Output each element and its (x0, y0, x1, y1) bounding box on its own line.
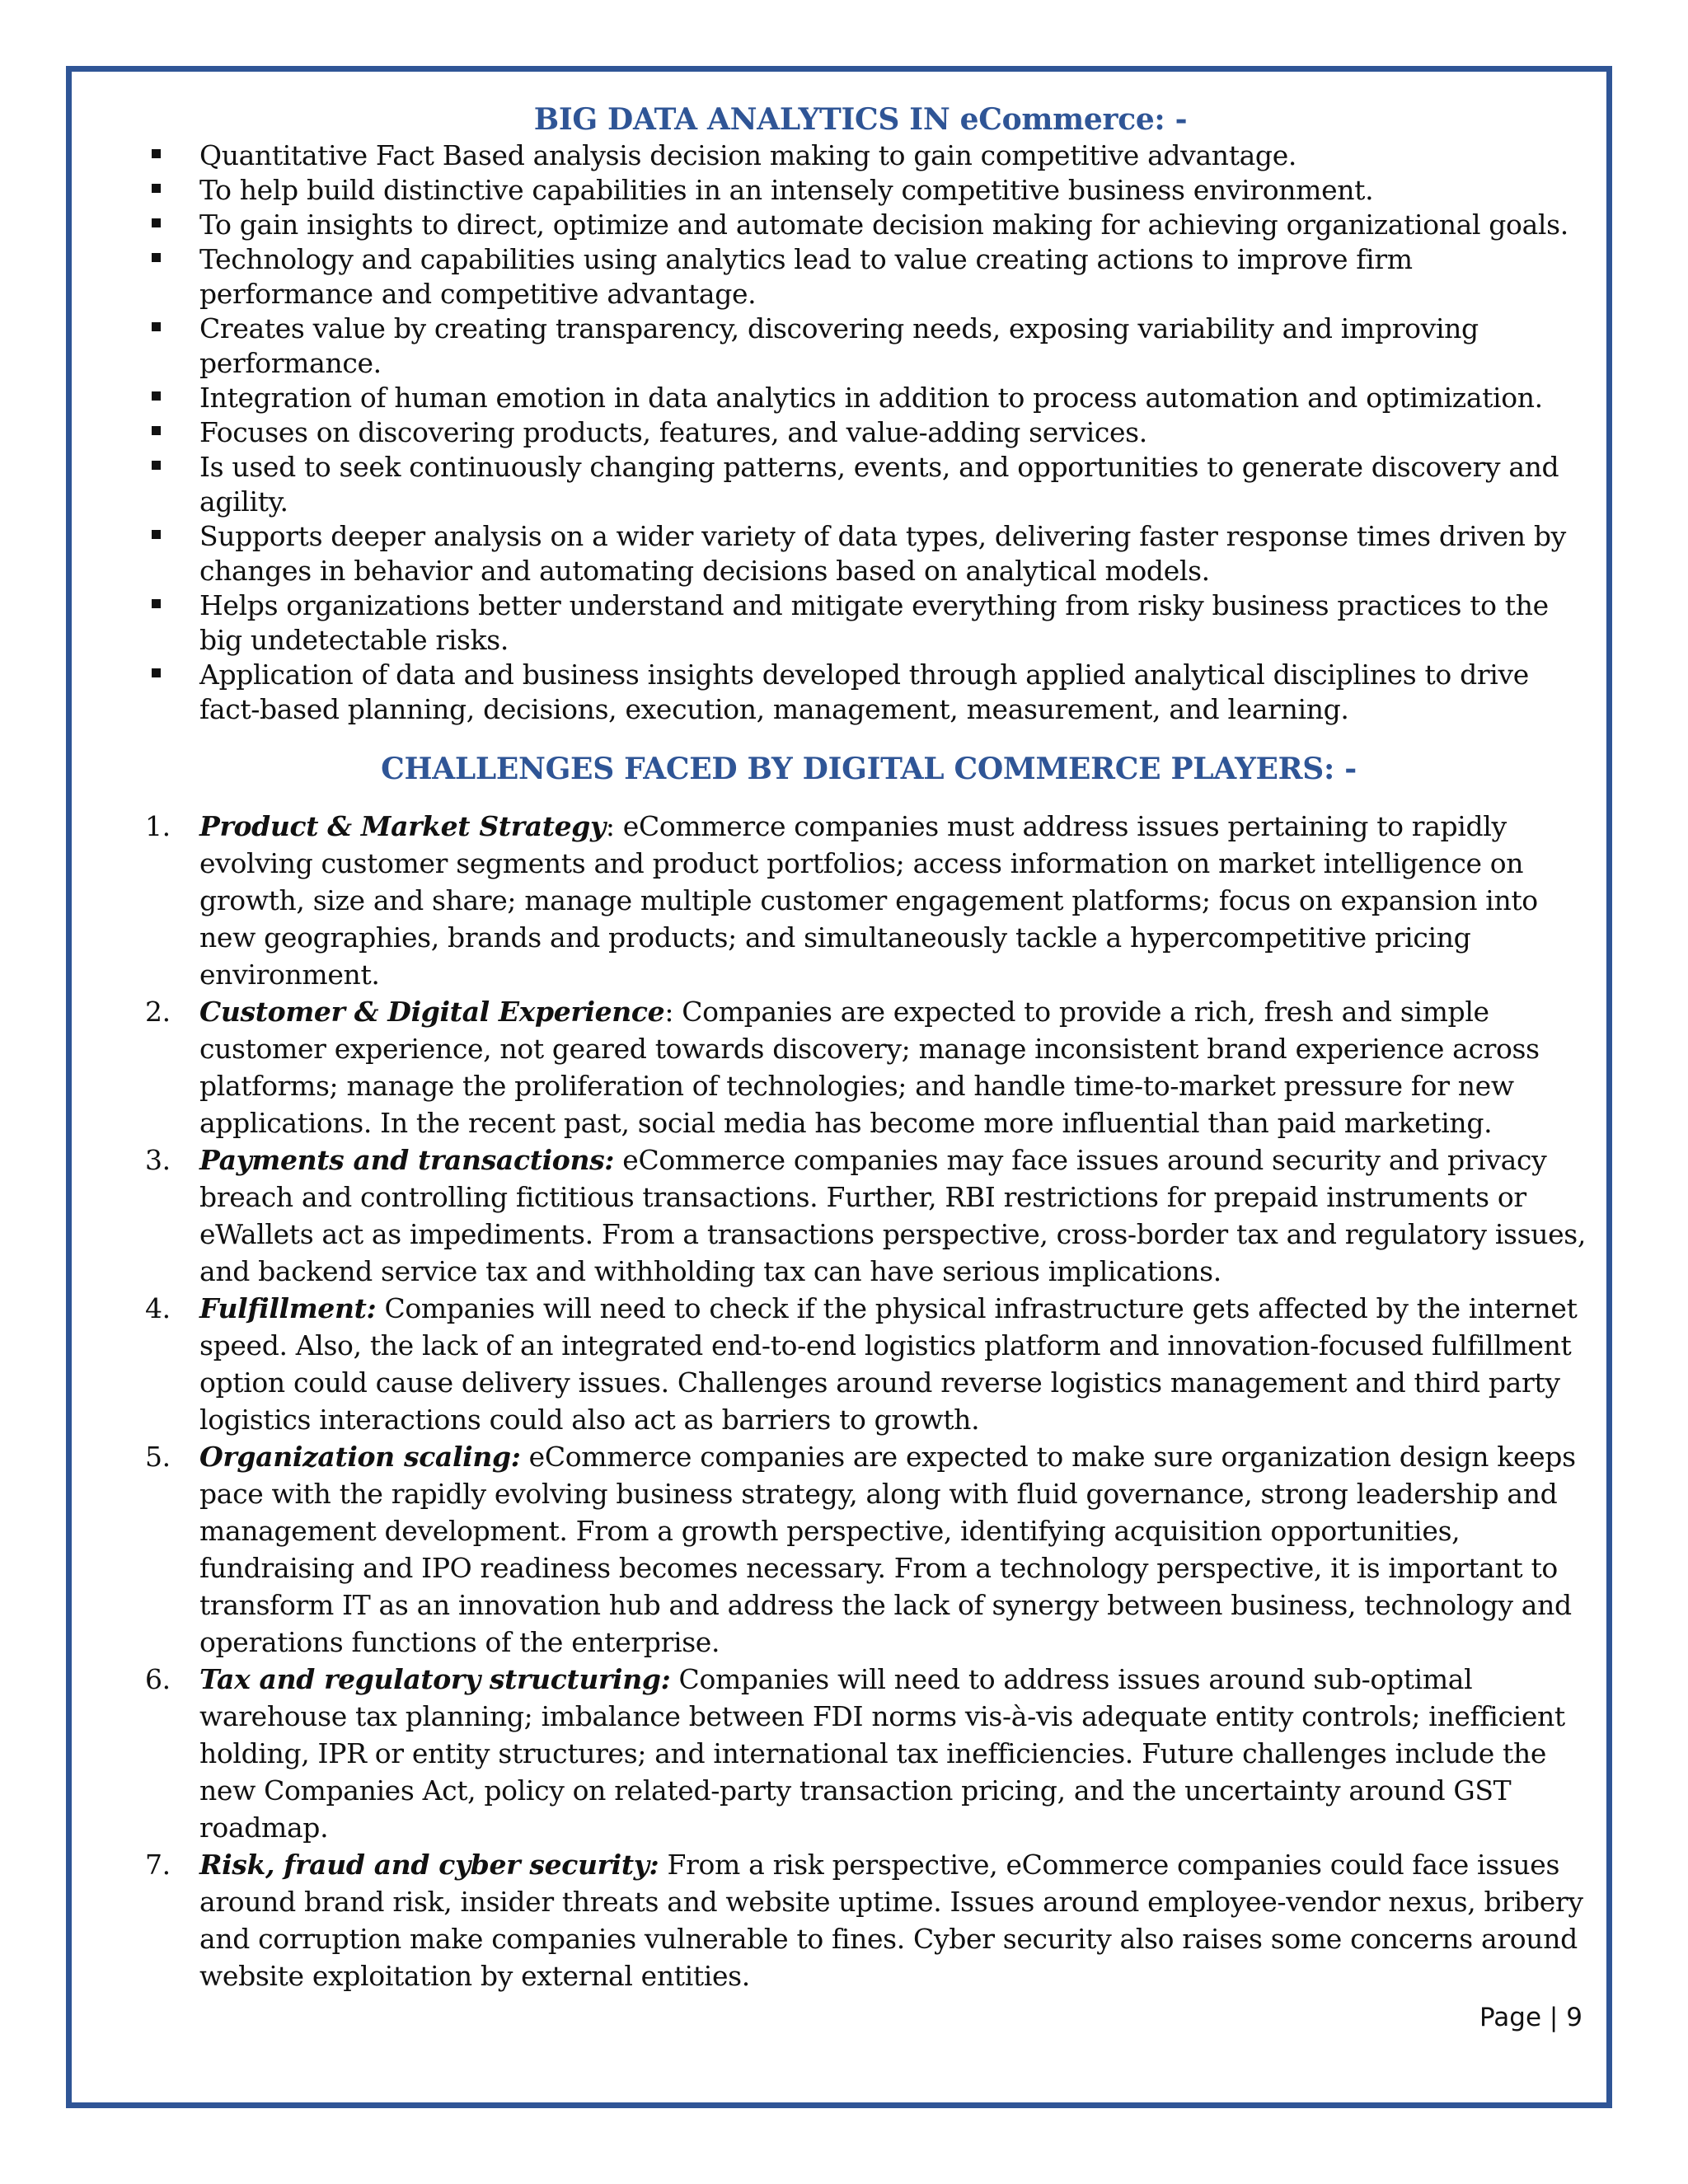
square-bullet-icon (152, 253, 161, 262)
list-number: 6. (145, 1663, 171, 1695)
big-data-bullet-list (145, 138, 1592, 727)
list-number: 3. (145, 1144, 171, 1176)
challenge-item (145, 1141, 1592, 1290)
challenge-text: : eCommerce companies must address issues pertaining to rapidly evolving customer segments and product portfolios; access information on market intelligence on growth, size and share; manage multiple customer engagement platforms; focus on expansion into new geographies, brands and products; and simultaneously tackle a hypercompetitive pricing environment. (199, 810, 1538, 991)
bullet-item (145, 658, 1592, 727)
bullet-text: Helps organizations better understand and mitigate everything from risky business practices to the big undetectable risks. (199, 589, 1549, 656)
challenge-term: Fulfillment: (199, 1292, 377, 1324)
challenge-text: Companies will need to address issues around sub-optimal warehouse tax planning; imbalance between FDI norms vis-à-vis adequate entity controls; inefficient holding, IPR or entity structures; and international tax inefficiencies. Future challenges include the new Companies Act, policy on related-party transaction pricing, and the uncertainty around GST roadmap. (199, 1663, 1565, 1844)
square-bullet-icon (152, 461, 161, 470)
square-bullet-icon (152, 530, 161, 539)
square-bullet-icon (152, 218, 161, 227)
bullet-text: Is used to seek continuously changing patterns, events, and opportunities to generate discovery and agility. (199, 451, 1559, 518)
challenge-text: Companies will need to check if the physical infrastructure gets affected by the internet speed. Also, the lack of an integrated end-to-end logistics platform and innovation-focused fulfillment option could cause delivery issues. Challenges around reverse logistics management and third party logistics interactions could also act as barriers to growth. (199, 1292, 1578, 1436)
challenge-item (145, 993, 1592, 1141)
challenge-term: Organization scaling: (199, 1441, 521, 1473)
bullet-item (145, 415, 1592, 450)
challenge-text: : Companies are expected to provide a rich, fresh and simple customer experience, not geared towards discovery; manage inconsistent brand experience across platforms; manage the proliferation of technologies; and handle time-to-market pressure for new applications. In the recent past, social media has become more influential than paid marketing. (199, 996, 1540, 1139)
bullet-item (145, 138, 1592, 173)
square-bullet-icon (152, 391, 161, 401)
challenge-item (145, 1661, 1592, 1846)
bullet-item (145, 173, 1592, 208)
bullet-text: Integration of human emotion in data analytics in addition to process automation and optimization. (199, 382, 1543, 414)
bullet-text: To help build distinctive capabilities in an intensely competitive business environment. (199, 174, 1374, 206)
list-number: 2. (145, 996, 171, 1028)
bullet-text: To gain insights to direct, optimize and automate decision making for achieving organizational goals. (199, 209, 1568, 241)
bullet-item (145, 450, 1592, 519)
bullet-item (145, 208, 1592, 242)
bullet-item (145, 242, 1592, 312)
challenge-text: From a risk perspective, eCommerce companies could face issues around brand risk, insider threats and website uptime. Issues around employee-vendor nexus, bribery and corruption make companies vulnerable to fines. Cyber security also raises some concerns around website exploitation by external entities. (199, 1849, 1583, 1992)
bullet-text: Quantitative Fact Based analysis decision making to gain competitive advantage. (199, 139, 1297, 171)
list-number: 1. (145, 810, 171, 842)
bullet-item (145, 519, 1592, 588)
square-bullet-icon (152, 184, 161, 193)
challenge-item (145, 1290, 1592, 1438)
square-bullet-icon (152, 599, 161, 608)
challenge-text: eCommerce companies are expected to make sure organization design keeps pace with the rapidly evolving business strategy, along with fluid governance, strong leadership and management development. From a growth perspective, identifying acquisition opportunities, fundraising and IPO readiness becomes necessary. From a technology perspective, it is important to transform IT as an innovation hub and address the lack of synergy between business, technology and operations functions of the enterprise. (199, 1441, 1576, 1658)
page-number: Page | 9 (1479, 2003, 1582, 2032)
section-title-big-data-analytics: BIG DATA ANALYTICS IN eCommerce: - (533, 102, 1188, 137)
bullet-item (145, 312, 1592, 381)
challenge-term: Tax and regulatory structuring: (199, 1663, 671, 1695)
challenge-text: eCommerce companies may face issues around security and privacy breach and controlling fictitious transactions. Further, RBI restrictions for prepaid instruments or eWallets act as impediments. From a transactions perspective, cross-border tax and regulatory issues, and backend service tax and withholding tax can have serious implications. (199, 1144, 1587, 1287)
square-bullet-icon (152, 668, 161, 677)
list-number: 4. (145, 1292, 171, 1324)
challenge-term: Product & Market Strategy (199, 810, 606, 842)
bullet-text: Application of data and business insights developed through applied analytical disciplines to drive fact-based planning, decisions, execution, management, measurement, and learning. (199, 658, 1529, 725)
square-bullet-icon (152, 322, 161, 331)
challenges-numbered-list (145, 808, 1592, 1994)
list-number: 5. (145, 1441, 171, 1473)
bullet-text: Focuses on discovering products, features, and value-adding services. (199, 416, 1147, 448)
challenge-term: Payments and transactions: (199, 1144, 615, 1176)
document-body (145, 101, 1592, 1994)
bullet-text: Creates value by creating transparency, discovering needs, exposing variability and improving performance. (199, 312, 1479, 379)
list-number: 7. (145, 1849, 171, 1881)
challenge-item (145, 1438, 1592, 1661)
bullet-item (145, 588, 1592, 658)
challenge-term: Customer & Digital Experience (199, 996, 665, 1028)
challenge-item (145, 1846, 1592, 1994)
challenge-item (145, 808, 1592, 993)
challenge-term: Risk, fraud and cyber security: (199, 1849, 659, 1881)
section-title-challenges: CHALLENGES FACED BY DIGITAL COMMERCE PLAYERS: - (381, 752, 1357, 786)
bullet-text: Technology and capabilities using analytics lead to value creating actions to improve firm performance and competitive advantage. (199, 243, 1413, 310)
bullet-text: Supports deeper analysis on a wider variety of data types, delivering faster response times driven by changes in behavior and automating decisions based on analytical models. (199, 520, 1566, 587)
bullet-item (145, 381, 1592, 415)
square-bullet-icon (152, 149, 161, 158)
square-bullet-icon (152, 426, 161, 435)
